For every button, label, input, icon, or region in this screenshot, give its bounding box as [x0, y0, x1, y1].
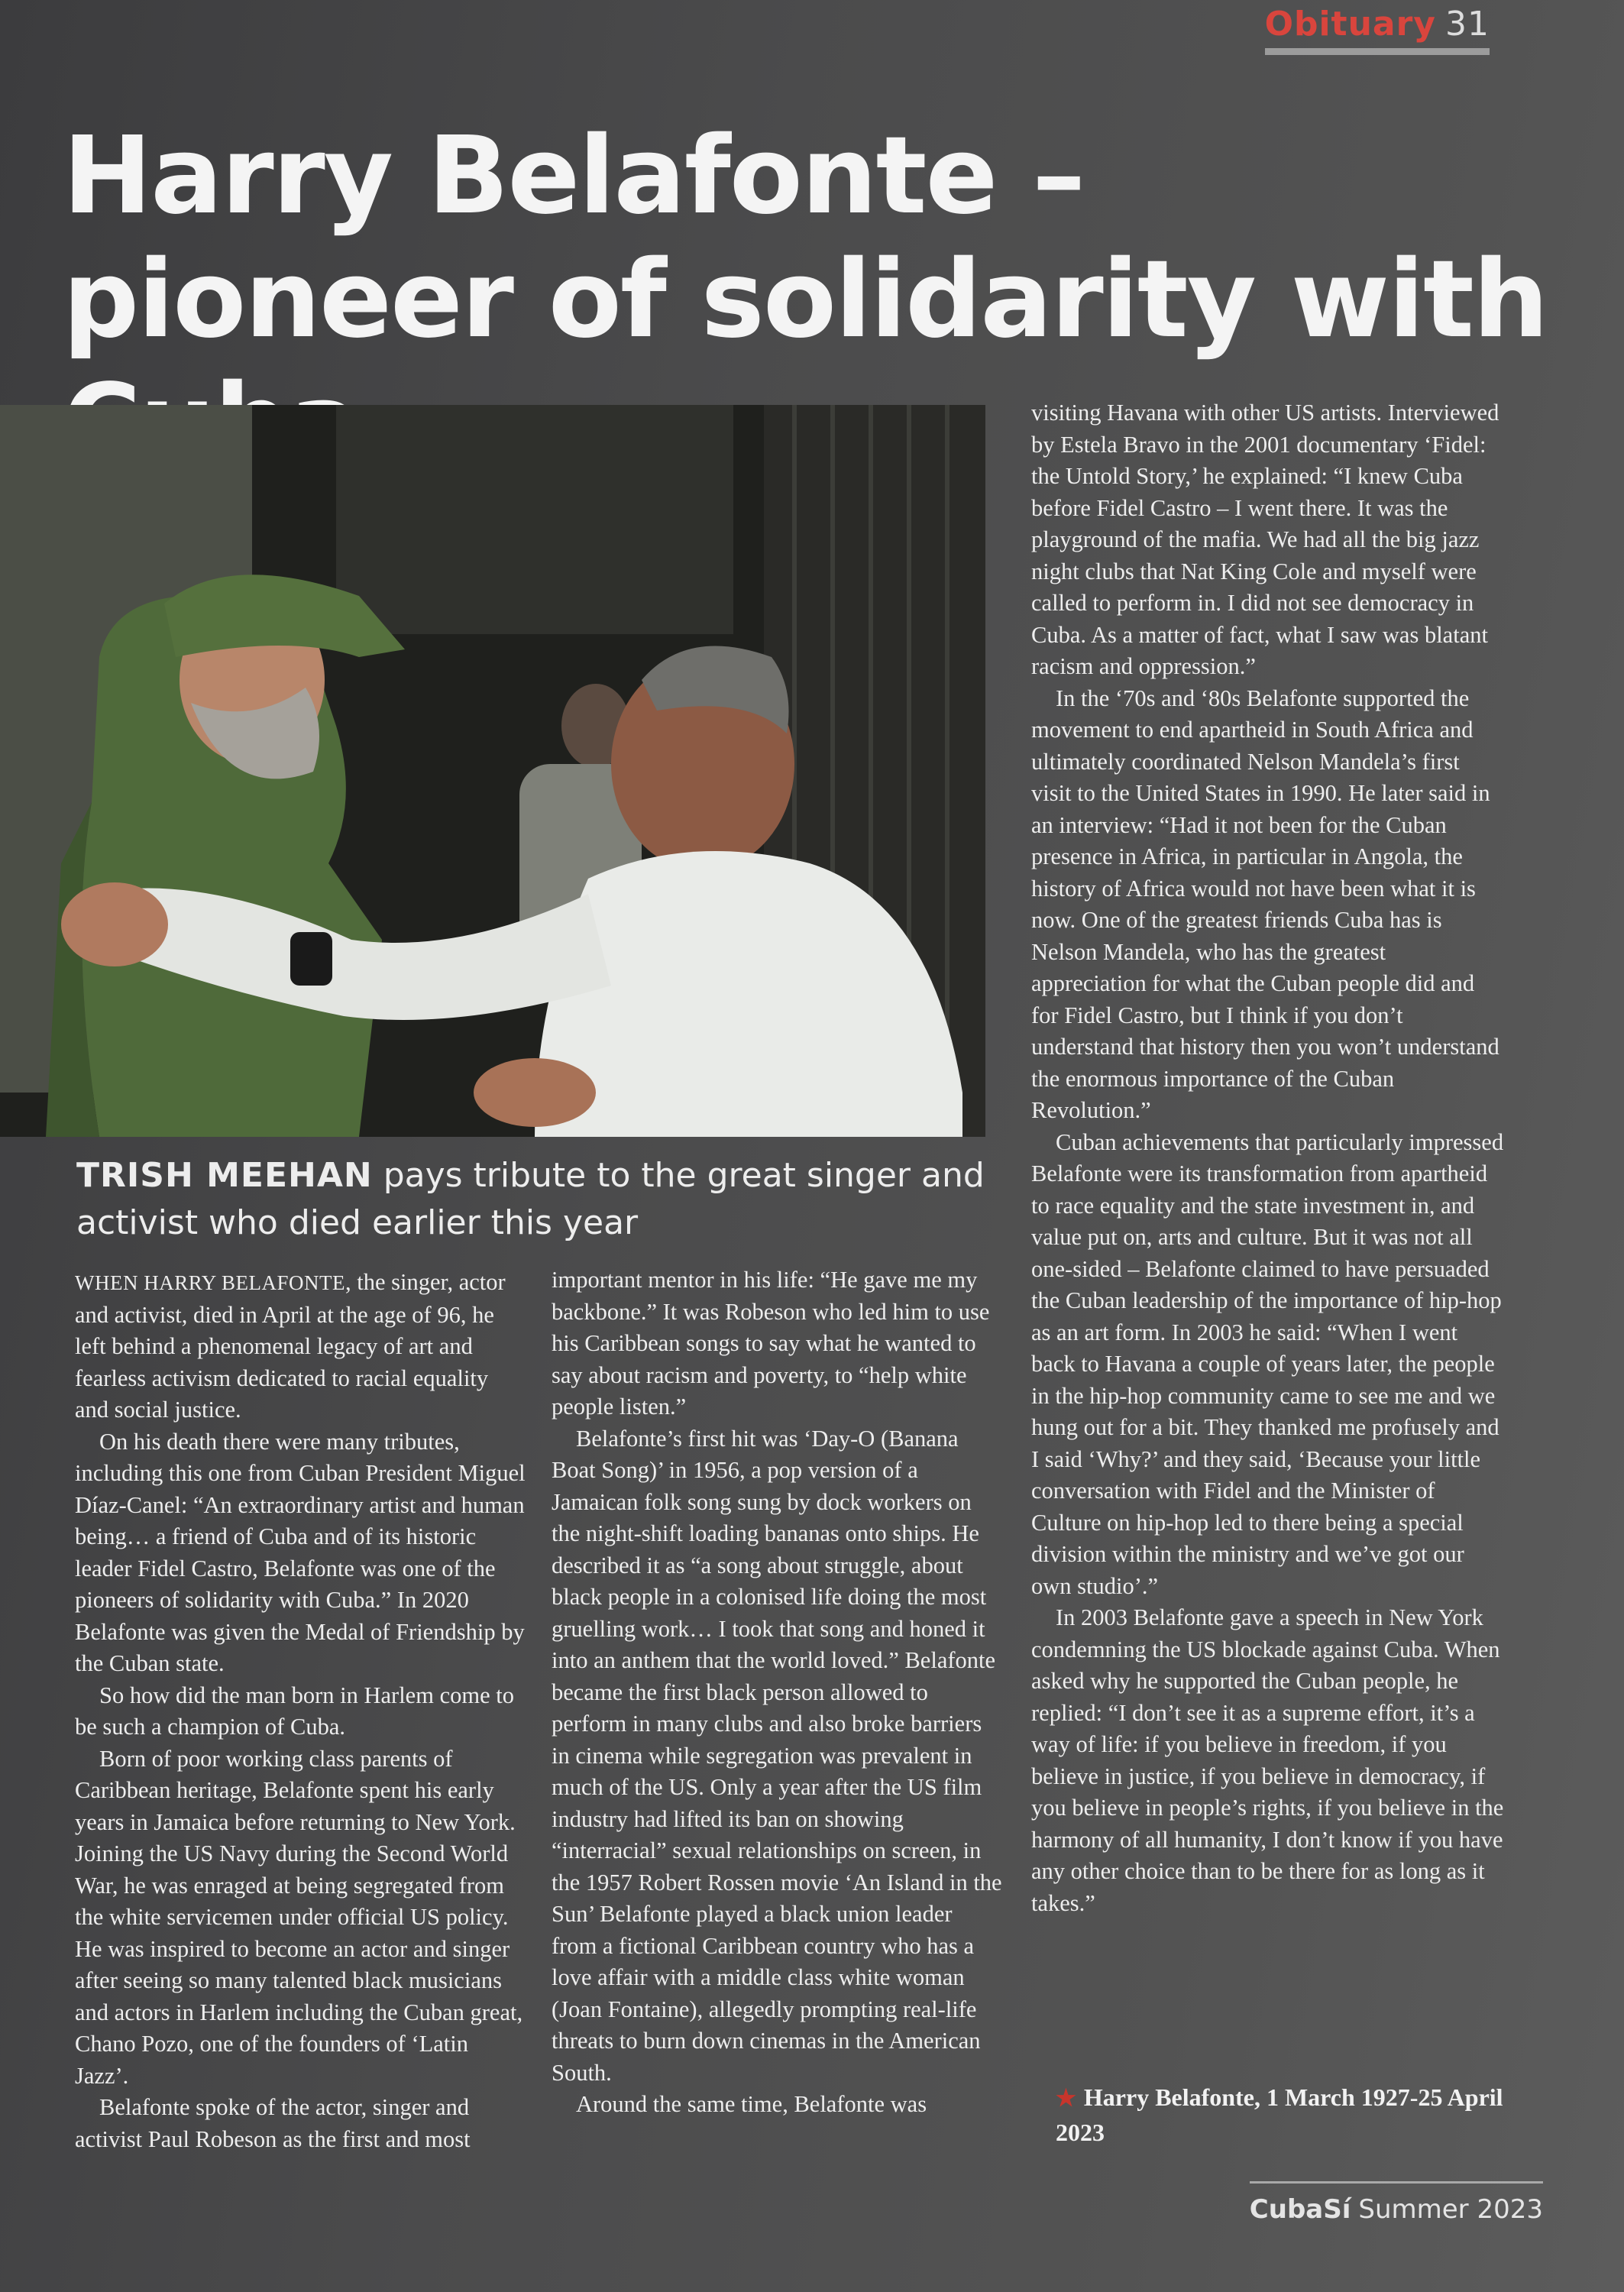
article-column-1 [75, 1267, 527, 2155]
article-column-2 [552, 1264, 1002, 2121]
paragraph: On his death there were many tributes, including this one from Cuban President Miguel Díaz-Canel: “An extraordinary artist and human being… a friend of Cuba and of its historic leader Fidel Castro, Belafonte was one of the pioneers of solidarity with Cuba.” In 2020 Belafonte was given the Medal of Friendship by the Cuban state. [75, 1428, 526, 1676]
lead-in-caps: WHEN HARRY BELAFONTE [75, 1271, 345, 1294]
author-byline: TRISH MEEHAN [76, 1156, 373, 1195]
standfirst [76, 1152, 993, 1247]
paragraph: Born of poor working class parents of Caribbean heritage, Belafonte spent his early years in Jamaica before returning to New York. Joining the US Navy during the Second World War, he was enraged at being segregated from the white servicemen under official US policy. He was inspired to become an actor and singer after seeing so many talented black musicians and actors in Harlem including the Cuban great, Chano Pozo, one of the founders of ‘Latin Jazz’. [75, 1745, 523, 2089]
paragraph: Cuban achievements that particularly impressed Belafonte were its transformation from apartheid to race equality and the state investment in, and value put on, arts and culture. But it was not all one-sided – Belafonte claimed to have persuaded the Cuban leadership of the importance of hip-hop as an art form. In 2003 he said: “When I went back to Havana a couple of years later, the people in the hip-hop community came to see me and we hung out for a bit. They thanked me profusely and I said ‘Why?’ and they said, ‘Because your little conversation with Fidel and the Minister of Culture on hip-hop led to there being a special division within the ministry and we’ve got our own studio’.” [1031, 1128, 1504, 1599]
paragraph: So how did the man born in Harlem come to be such a champion of Cuba. [75, 1682, 514, 1740]
page-footer [1250, 2181, 1543, 2225]
paragraph: Belafonte’s first hit was ‘Day-O (Banana Boat Song)’ in 1956, a pop version of a Jamaican folk song sung by dock workers on the night-shift loading bananas onto ships. He described it as “a song about struggle, about black people in a colonised life doing the most gruelling work… I took that song and honed it into an anthem that the world loved.” Belafonte became the first black person allowed to perform in many clubs and also broke barriers in cinema while segregation was prevalent in much of the US. Only a year after the US film industry had lifted its ban on showing “interracial” sexual relationships on screen, in the 1957 Robert Rossen movie ‘An Island in the Sun’ Belafonte played a black union leader from a fictional Caribbean country who has a love affair with a middle class white woman (Joan Fontaine), allegedly prompting real-life threats to burn down cinemas in the American South. [552, 1425, 1002, 2086]
section-header [1265, 5, 1490, 55]
paragraph: important mentor in his life: “He gave me my backbone.” It was Robeson who led him to use his Caribbean songs to say what he wanted to say about racism and poverty, to “help white people listen.” [552, 1267, 990, 1420]
paragraph-text: , the singer, actor and activist, died in April at the age of 96, he left behind a phenomenal legacy of art and fearless activism dedicated to racial equality and social justice. [75, 1269, 506, 1423]
issue-date: Summer 2023 [1358, 2194, 1543, 2225]
signoff [1056, 2080, 1529, 2149]
standfirst-text: pays tribute to the great singer and activist who died earlier this year [76, 1156, 985, 1242]
paragraph: visiting Havana with other US artists. Interviewed by Estela Bravo in the 2001 documentary ‘Fidel: the Untold Story,’ he explained: “I knew Cuba before Fidel Castro – I went there. It was the playground of the mafia. We had all the big jazz night clubs that Nat King Cole and myself were called to perform in. I did not see democracy in Cuba. As a matter of fact, what I saw was blatant racism and oppression.” [1031, 400, 1499, 679]
magazine-name: CubaSí [1249, 2194, 1351, 2225]
headline: Harry Belafonte – pioneer of solidarity with [63, 114, 1548, 362]
paragraph: In the ‘70s and ‘80s Belafonte supported the movement to end apartheid in South Africa and ultimately coordinated Nelson Mandela’s first visit to the United States in 1990. He later said in an interview: “Had it not been for the Cuban presence in Africa, in particular in Angola, the history of Africa would not have been what it is now. One of the greatest friends Cuba has is Nelson Mandela, who has the greatest appreciation for what the Cuban people did and for Fidel Castro, but I think if you don’t understand that history then you won’t understand the enormous importance of the Cuban Revolution.” [1031, 685, 1499, 1123]
star-icon: ★ [1056, 2086, 1076, 2111]
paragraph: In 2003 Belafonte gave a speech in New York condemning the US blockade against Cuba. When asked why he supported the Cuban people, he replied: “I don’t see it as a supreme effort, it’s a way of life: if you believe in freedom, if you believe in justice, if you believe in democracy, if you believe in people’s rights, if you believe in the harmony of all humanity, I don’t know if you have any other choice than to be there for as long as it takes.” [1031, 1604, 1504, 1916]
paragraph: Around the same time, Belafonte was [576, 2091, 927, 2117]
paragraph: Belafonte spoke of the actor, singer and activist Paul Robeson as the first and most [75, 2094, 471, 2152]
article-column-3 [1031, 397, 1505, 1919]
photo-illustration [0, 405, 985, 1137]
signoff-text: Harry Belafonte, 1 March 1927-25 April 2023 [1056, 2083, 1503, 2146]
photo-castro-belafonte [0, 405, 985, 1137]
section-name: Obituary [1264, 5, 1436, 44]
page-number: 31 [1445, 5, 1490, 44]
paragraph [75, 1267, 527, 1426]
